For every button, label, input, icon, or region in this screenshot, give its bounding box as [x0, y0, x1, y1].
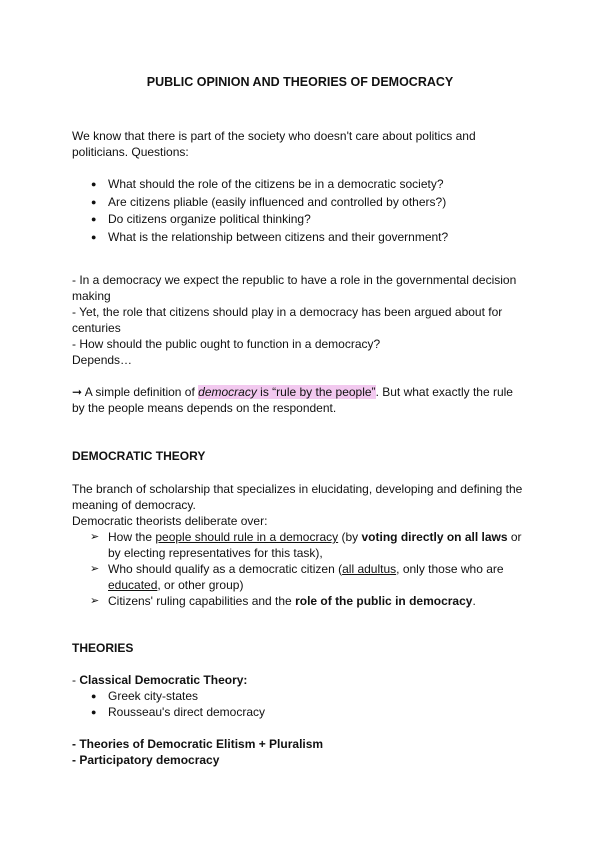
note-line: - How should the public ought to function in a democracy? — [72, 337, 381, 351]
definition-line: ➞ A simple definition of democracy is “rule by the people”. But what exactly the rule — [72, 385, 513, 399]
section-heading-democratic-theory: DEMOCRATIC THEORY — [72, 449, 206, 463]
list-item: ➢ Who should qualify as a democratic citizen (all adultus, only those who are educated, or other group) — [90, 562, 504, 592]
bullet-icon: ● — [91, 707, 97, 717]
section-heading-theories: THEORIES — [72, 641, 134, 655]
note-line: - Yet, the role that citizens should play in a democracy has been argued about for — [72, 305, 503, 319]
note-line: making — [72, 289, 111, 303]
list-item: ● What is the relationship between citizens and their government? — [108, 229, 448, 247]
classical-list — [91, 688, 266, 720]
democratic-theory-paragraph: The branch of scholarship that specializes in elucidating, developing and defining the meaning of democracy. Democratic theorists deliberate over: — [72, 482, 523, 528]
note-line: - In a democracy we expect the republic to have a role in the governmental decision — [72, 273, 517, 287]
theorists-list — [90, 529, 522, 609]
note-line: centuries — [72, 321, 121, 335]
questions-list — [91, 176, 449, 246]
arrowhead-icon: ➢ — [90, 563, 100, 575]
list-item: ● Are citizens pliable (easily influenced and controlled by others?) — [108, 194, 448, 212]
list-item: ● What should the role of the citizens be in a democratic society? — [108, 176, 448, 194]
definition-paragraph — [72, 384, 513, 416]
list-item: ➢ Citizens' ruling capabilities and the role of the public in democracy. — [90, 594, 476, 608]
definition-line: by the people means depends on the respondent. — [72, 401, 337, 415]
page-title: PUBLIC OPINION AND THEORIES OF DEMOCRACY — [146, 75, 454, 89]
theory-elitism: - Theories of Democratic Elitism + Pluralism — [72, 737, 324, 751]
note-line: Depends… — [72, 353, 133, 367]
bullet-icon: ● — [91, 179, 97, 189]
list-item: ● Greek city-states — [91, 689, 199, 703]
theory-participatory: - Participatory democracy — [72, 753, 220, 767]
arrowhead-icon: ➢ — [90, 531, 100, 543]
arrow-icon: ➞ — [72, 385, 83, 399]
intro-paragraph — [72, 128, 476, 160]
classical-heading: - Classical Democratic Theory: — [72, 673, 248, 687]
list-item: ● Do citizens organize political thinking? — [108, 211, 448, 229]
list-item: ➢ How the people should rule in a democracy (by voting directly on all laws or by electing representatives for this task), — [90, 530, 522, 560]
highlight: democracy is “rule by the people” — [198, 385, 376, 399]
bullet-icon: ● — [91, 214, 97, 224]
bullet-icon: ● — [91, 231, 97, 242]
notes-paragraph — [72, 272, 516, 368]
bullet-icon: ● — [91, 691, 97, 701]
intro-line: We know that there is part of the society who doesn't care about politics and — [72, 129, 476, 143]
bullet-icon: ● — [91, 196, 97, 207]
list-item: ● Rousseau's direct democracy — [91, 705, 266, 719]
arrowhead-icon: ➢ — [90, 595, 100, 607]
intro-line: politicians. Questions: — [72, 145, 189, 159]
